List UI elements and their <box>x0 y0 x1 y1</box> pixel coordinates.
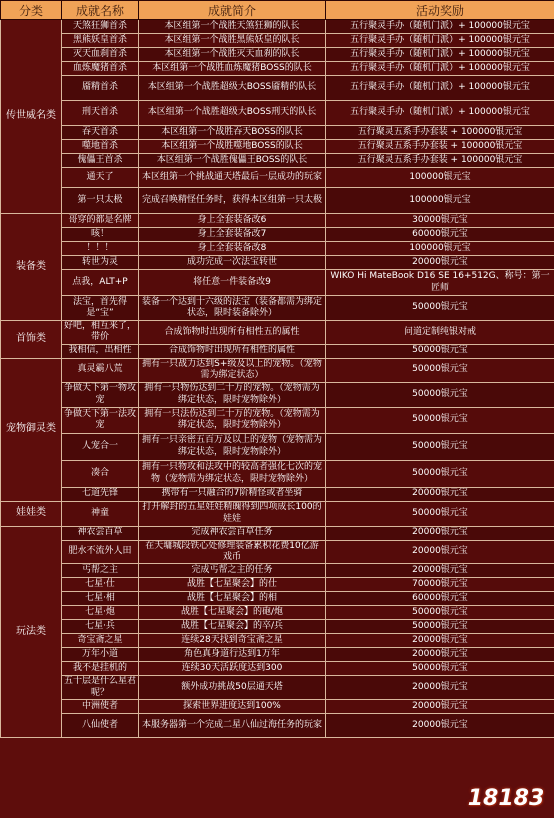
name-cell: 争做天下第一法攻宠 <box>62 407 139 433</box>
name-cell: 刑天首杀 <box>62 101 139 126</box>
category-cell: 传世威名类 <box>1 20 62 214</box>
desc-cell: 本区组第一个战胜血炼魔猪BOSS的队长 <box>139 62 326 76</box>
table-row <box>1 20 554 34</box>
name-cell: 我不是挂机的 <box>62 662 139 676</box>
reward-cell: 20000银元宝 <box>326 676 554 700</box>
table-row <box>1 433 554 460</box>
table-row <box>1 407 554 433</box>
name-cell: 灭天血刹首杀 <box>62 48 139 62</box>
table-row <box>1 76 554 101</box>
desc-cell: 连续30天活跃度达到300 <box>139 662 326 676</box>
table-row <box>1 700 554 714</box>
desc-cell: 战胜【七星聚会】的砲/炮 <box>139 606 326 620</box>
category-cell: 宠物御灵类 <box>1 358 62 501</box>
desc-cell: 完成召唤精怪任务时，获得本区组第一只太极 <box>139 188 326 214</box>
name-cell: 我相信，出相性 <box>62 344 139 358</box>
desc-cell: 打开解封的五星娃娃精魄得到四项成长100的娃娃 <box>139 501 326 526</box>
desc-cell: 本区组第一个战胜天煞狂狮的队长 <box>139 20 326 34</box>
reward-cell: 50000银元宝 <box>326 358 554 382</box>
reward-cell: 50000银元宝 <box>326 662 554 676</box>
desc-cell: 探索世界进度达到100% <box>139 700 326 714</box>
name-cell: 通天了 <box>62 168 139 188</box>
table-row <box>1 140 554 154</box>
name-cell: 哥穿的都是名牌 <box>62 214 139 228</box>
desc-cell: 本服务器第一个完成二星八仙过海任务的玩家 <box>139 714 326 738</box>
table-row <box>1 487 554 501</box>
reward-cell: 20000银元宝 <box>326 526 554 540</box>
name-cell: 五十层是什么星君呢？ <box>62 676 139 700</box>
table-row <box>1 101 554 126</box>
name-cell: 好吧，相互来了，带价 <box>62 321 139 345</box>
desc-cell: 战胜【七星聚会】的相 <box>139 592 326 606</box>
table-row <box>1 634 554 648</box>
reward-cell: WIKO Hi MateBook D16 SE 16+512G、称号：第一匠师 <box>326 270 554 296</box>
reward-cell: 五行聚灵手办（随机门派）+ 100000银元宝 <box>326 101 554 126</box>
reward-cell: 五行聚灵手办（随机门派）+ 100000银元宝 <box>326 34 554 48</box>
name-cell: 中洲使者 <box>62 700 139 714</box>
desc-cell: 拥有一只法伤达到二十万的宠物。（宠物需为绑定状态，限时宠物除外） <box>139 407 326 433</box>
table-row <box>1 620 554 634</box>
site-logo: 18183 <box>467 786 545 811</box>
category-cell: 首饰类 <box>1 321 62 359</box>
reward-cell: 30000银元宝 <box>326 214 554 228</box>
desc-cell: 额外成功挑战50层通天塔 <box>139 676 326 700</box>
name-cell: ！！！ <box>62 242 139 256</box>
reward-cell: 50000银元宝 <box>326 344 554 358</box>
table-header-row <box>1 1 554 20</box>
name-cell: 转世为灵 <box>62 256 139 270</box>
table-row <box>1 188 554 214</box>
table-row <box>1 648 554 662</box>
header-name: 成就名称 <box>62 1 139 20</box>
table-row <box>1 168 554 188</box>
reward-cell: 50000银元宝 <box>326 620 554 634</box>
reward-cell: 50000银元宝 <box>326 382 554 407</box>
table-row <box>1 321 554 345</box>
header-category: 分类 <box>1 1 62 20</box>
table-row <box>1 62 554 76</box>
reward-cell: 70000银元宝 <box>326 578 554 592</box>
reward-cell: 五行聚灵手办（随机门派）+ 100000银元宝 <box>326 48 554 62</box>
table-row <box>1 460 554 487</box>
reward-cell: 问道定制纯银对戒 <box>326 321 554 345</box>
desc-cell: 本区组第一个战胜黑熊妖皇的队长 <box>139 34 326 48</box>
desc-cell: 本区组第一个战胜超级大BOSS刑天的队长 <box>139 101 326 126</box>
desc-cell: 完成丐帮之主的任务 <box>139 564 326 578</box>
desc-cell: 本区组第一个战胜噬地BOSS的队长 <box>139 140 326 154</box>
desc-cell: 战胜【七星聚会】的仕 <box>139 578 326 592</box>
name-cell: 第一只太极 <box>62 188 139 214</box>
table-row <box>1 676 554 700</box>
reward-cell: 五行聚灵手办（随机门派）+ 100000银元宝 <box>326 62 554 76</box>
desc-cell: 本区组第一个战胜灭天血刹的队长 <box>139 48 326 62</box>
category-cell: 玩法类 <box>1 526 62 738</box>
reward-cell: 20000银元宝 <box>326 700 554 714</box>
table-row <box>1 296 554 321</box>
table-row <box>1 564 554 578</box>
reward-cell: 50000银元宝 <box>326 407 554 433</box>
desc-cell: 合成饰物时出现所有相性的属性 <box>139 344 326 358</box>
reward-cell: 50000银元宝 <box>326 460 554 487</box>
name-cell: 噬地首杀 <box>62 140 139 154</box>
desc-cell: 在天墉城段铁心处修理装备累积花费10亿游戏币 <box>139 540 326 564</box>
category-cell: 装备类 <box>1 214 62 321</box>
table-row <box>1 344 554 358</box>
desc-cell: 完成神农尝百草任务 <box>139 526 326 540</box>
reward-cell: 五行聚灵五系手办套装 + 100000银元宝 <box>326 154 554 168</box>
reward-cell: 60000银元宝 <box>326 592 554 606</box>
name-cell: 七星·兵 <box>62 620 139 634</box>
desc-cell: 角色真身道行达到1万年 <box>139 648 326 662</box>
table-row <box>1 606 554 620</box>
name-cell: 天煞狂狮首杀 <box>62 20 139 34</box>
name-cell: 凑合 <box>62 460 139 487</box>
name-cell: 神农尝百草 <box>62 526 139 540</box>
table-row <box>1 382 554 407</box>
header-desc: 成就简介 <box>139 1 326 20</box>
reward-cell: 100000银元宝 <box>326 188 554 214</box>
header-reward: 活动奖励 <box>326 1 554 20</box>
reward-cell: 20000银元宝 <box>326 540 554 564</box>
desc-cell: 战胜【七星聚会】的卒/兵 <box>139 620 326 634</box>
desc-cell: 装备一个达到十六级的法宝（装备都需为绑定状态，限时装备除外） <box>139 296 326 321</box>
name-cell: 吞天首杀 <box>62 126 139 140</box>
reward-cell: 100000银元宝 <box>326 168 554 188</box>
table-row <box>1 526 554 540</box>
table-row <box>1 270 554 296</box>
reward-cell: 50000银元宝 <box>326 606 554 620</box>
name-cell: 靥精首杀 <box>62 76 139 101</box>
desc-cell: 携带有一只融合的7阶精怪或者坐骑 <box>139 487 326 501</box>
name-cell: 七道先锋 <box>62 487 139 501</box>
name-cell: 八仙使者 <box>62 714 139 738</box>
name-cell: 七星·炮 <box>62 606 139 620</box>
name-cell: 法宝，首先得是“宝” <box>62 296 139 321</box>
table-row <box>1 540 554 564</box>
name-cell: 真灵霸八荒 <box>62 358 139 382</box>
table-row <box>1 34 554 48</box>
reward-cell: 五行聚灵五系手办套装 + 100000银元宝 <box>326 126 554 140</box>
desc-cell: 本区组第一个战胜傀儡王BOSS的队长 <box>139 154 326 168</box>
name-cell: 血炼魔猪首杀 <box>62 62 139 76</box>
desc-cell: 拥有一只物伤达到二十万的宠物。（宠物需为绑定状态，限时宠物除外） <box>139 382 326 407</box>
name-cell: 七星·相 <box>62 592 139 606</box>
reward-cell: 50000银元宝 <box>326 296 554 321</box>
reward-cell: 20000银元宝 <box>326 714 554 738</box>
desc-cell: 拥有一只物攻和法攻中的较高者强化七次的宠物（宠物需为绑定状态，限时宠物除外） <box>139 460 326 487</box>
name-cell: 神童 <box>62 501 139 526</box>
reward-cell: 60000银元宝 <box>326 228 554 242</box>
reward-cell: 50000银元宝 <box>326 433 554 460</box>
category-cell: 娃娃类 <box>1 501 62 526</box>
table-row <box>1 578 554 592</box>
desc-cell: 身上全套装备改7 <box>139 228 326 242</box>
table-row <box>1 714 554 738</box>
name-cell: 人宠合一 <box>62 433 139 460</box>
table-row <box>1 228 554 242</box>
reward-cell: 20000银元宝 <box>326 648 554 662</box>
table-row <box>1 48 554 62</box>
desc-cell: 身上全套装备改6 <box>139 214 326 228</box>
table-row <box>1 154 554 168</box>
reward-cell: 五行聚灵五系手办套装 + 100000银元宝 <box>326 140 554 154</box>
name-cell: 万年小道 <box>62 648 139 662</box>
reward-cell: 20000银元宝 <box>326 634 554 648</box>
name-cell: 七星·仕 <box>62 578 139 592</box>
desc-cell: 拥有一只亲密五百万及以上的宠物（宠物需为绑定状态，限时宠物除外） <box>139 433 326 460</box>
table-row <box>1 358 554 382</box>
desc-cell: 身上全套装备改8 <box>139 242 326 256</box>
table-row <box>1 214 554 228</box>
name-cell: 傀儡王首杀 <box>62 154 139 168</box>
table-row <box>1 256 554 270</box>
desc-cell: 本区组第一个挑战通天塔最后一层成功的玩家 <box>139 168 326 188</box>
name-cell: 点我，ALT+P <box>62 270 139 296</box>
reward-cell: 五行聚灵手办（随机门派）+ 100000银元宝 <box>326 20 554 34</box>
name-cell: 奇宝斋之星 <box>62 634 139 648</box>
table-row <box>1 501 554 526</box>
reward-cell: 100000银元宝 <box>326 242 554 256</box>
reward-cell: 五行聚灵手办（随机门派）+ 100000银元宝 <box>326 76 554 101</box>
table-row <box>1 592 554 606</box>
name-cell: 咳！ <box>62 228 139 242</box>
desc-cell: 将任意一件装备改9 <box>139 270 326 296</box>
table-row <box>1 662 554 676</box>
name-cell: 丐帮之主 <box>62 564 139 578</box>
reward-cell: 20000银元宝 <box>326 564 554 578</box>
name-cell: 肥水不流外人田 <box>62 540 139 564</box>
reward-cell: 50000银元宝 <box>326 501 554 526</box>
desc-cell: 本区组第一个战胜吞天BOSS的队长 <box>139 126 326 140</box>
name-cell: 黑熊妖皇首杀 <box>62 34 139 48</box>
table-row <box>1 126 554 140</box>
name-cell: 争做天下第一物攻宠 <box>62 382 139 407</box>
desc-cell: 拥有一只战力达到S+级及以上的宠物。（宠物需为绑定状态） <box>139 358 326 382</box>
desc-cell: 连续28天找到奇宝斋之星 <box>139 634 326 648</box>
desc-cell: 成功完成一次法宝转世 <box>139 256 326 270</box>
desc-cell: 本区组第一个战胜超级大BOSS靥精的队长 <box>139 76 326 101</box>
desc-cell: 合成饰物时出现所有相性五的属性 <box>139 321 326 345</box>
reward-cell: 20000银元宝 <box>326 256 554 270</box>
reward-cell: 20000银元宝 <box>326 487 554 501</box>
table-row <box>1 242 554 256</box>
